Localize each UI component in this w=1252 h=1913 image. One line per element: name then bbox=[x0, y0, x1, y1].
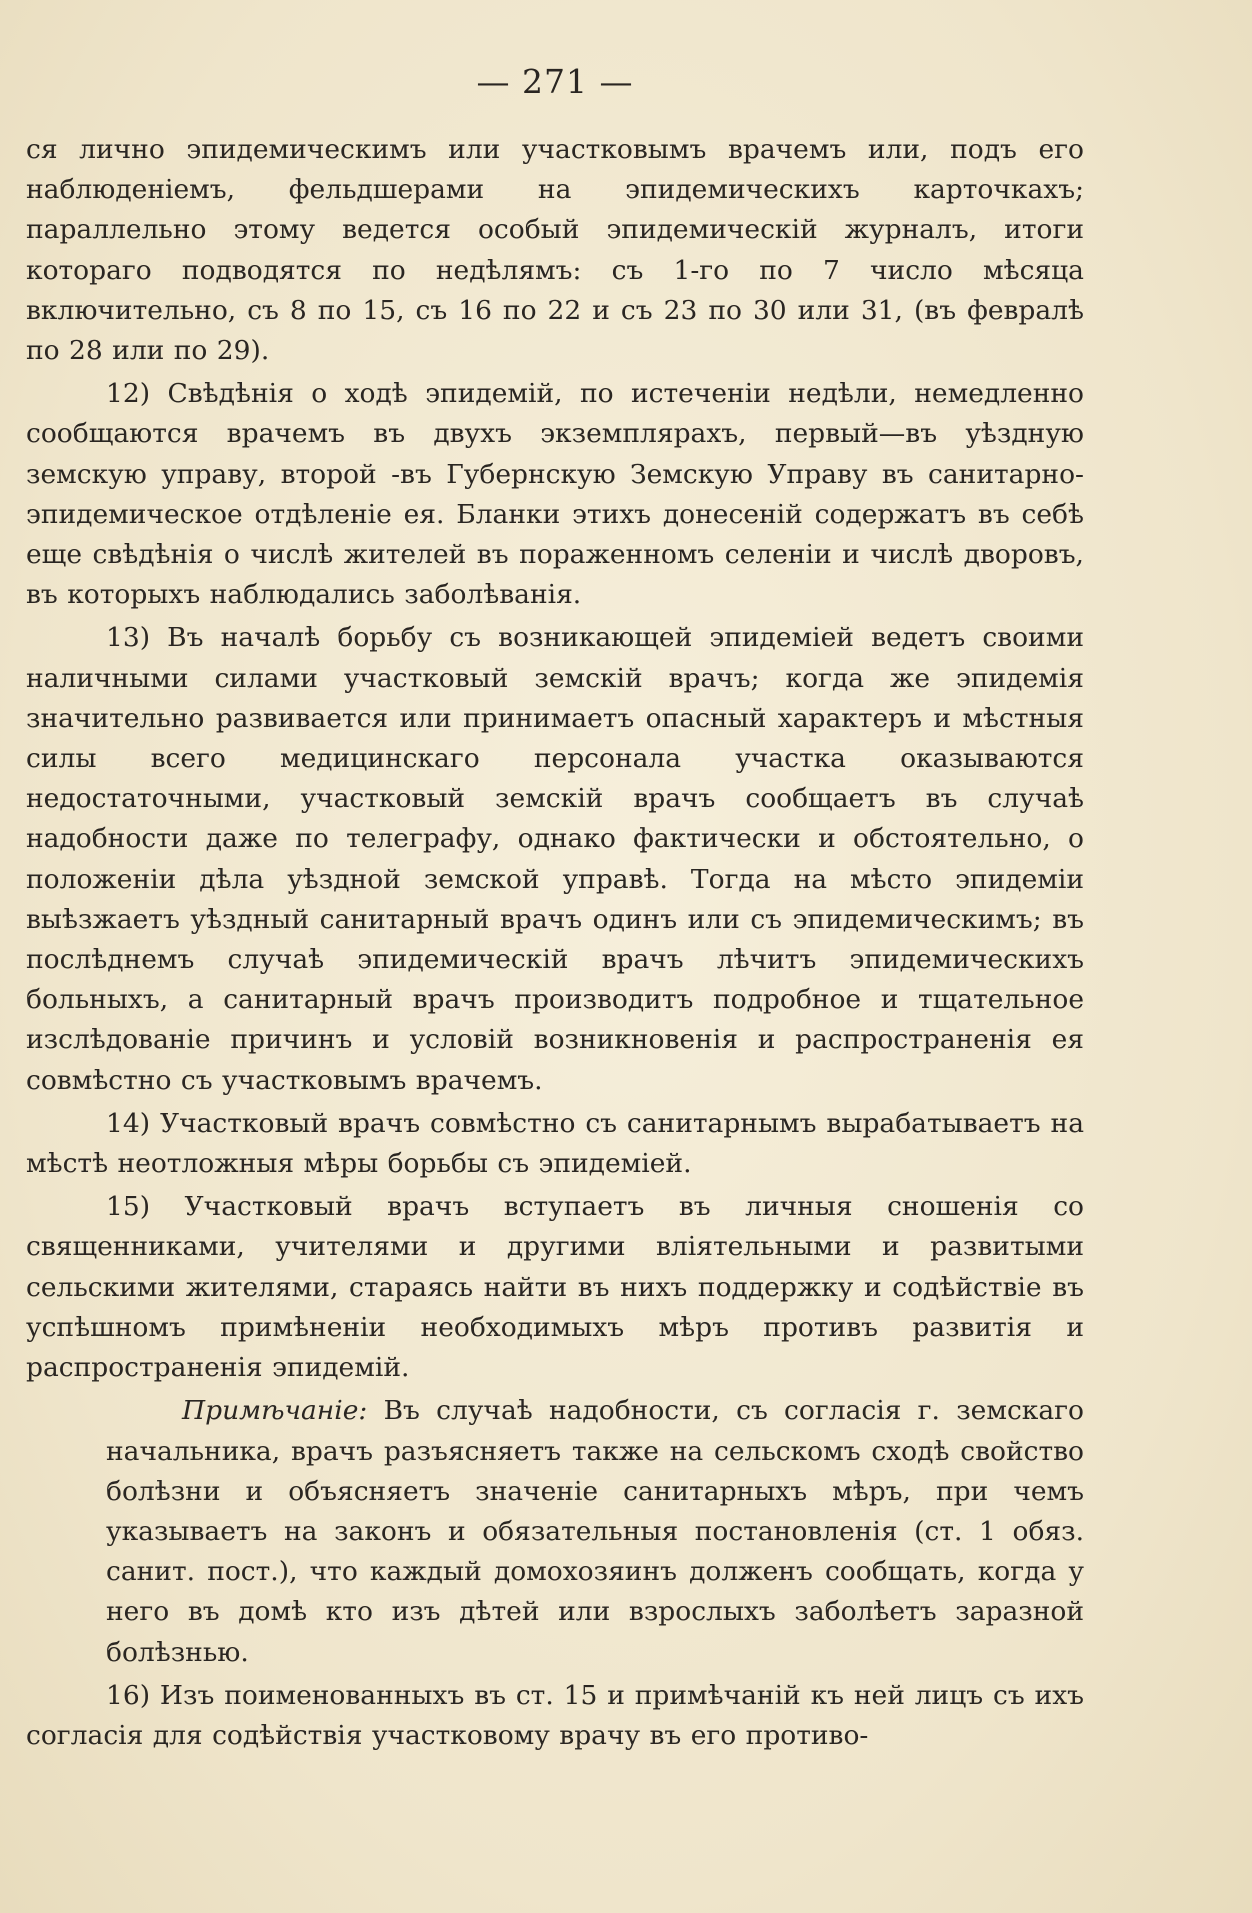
document-page bbox=[26, 62, 1084, 1759]
note-block bbox=[106, 1391, 1084, 1672]
paragraph-14: 14) Участковый врачъ совмѣстно съ санитарнымъ вырабатываетъ на мѣстѣ неотложныя мѣры борьбы съ эпидемiей. bbox=[26, 1107, 1084, 1180]
note-title: Примѣчанiе: bbox=[182, 1395, 368, 1427]
page-number: — 271 — bbox=[476, 62, 634, 101]
paragraph-16: 16) Изъ поименованныхъ въ ст. 15 и примѣчанiй къ ней лицъ съ ихъ согласiя для содѣйствiя участковому врачу въ его противо- bbox=[26, 1679, 1084, 1751]
paragraph-13: 13) Въ началѣ борьбу съ возникающей эпидемiей ведетъ своими наличными силами участковый земскiй врачъ; когда же эпидемiя значительно развивается или принимаетъ опасный характеръ и мѣстныя силы всего медицинскаго персонала участка оказываются недостаточными, участковый земскiй врачъ сообщаетъ въ случаѣ надобности даже по телеграфу, однако фактически и обстоятельно, о положенiи дѣла уѣздной земской управѣ. Тогда на мѣсто эпидемiи выѣзжаетъ уѣздный санитарный врачъ одинъ или съ эпидемическимъ; въ послѣднемъ случаѣ эпидемическiй врачъ лѣчитъ эпидемическихъ больныхъ, а санитарный врачъ производитъ подробное и тщательное изслѣдованiе причинъ и условiй возникновенiя и распространенiя ея совмѣстно съ участковымъ врачемъ. bbox=[26, 622, 1084, 1096]
paragraph-12: 12) Свѣдѣнiя о ходѣ эпидемiй, по истеченiи недѣли, немедленно сообщаются врачемъ въ двухъ экземплярахъ, первый—въ уѣздную земскую управу, второй -въ Губернскую Земскую Управу въ санитарно-эпидемическое отдѣленiе ея. Бланки этихъ донесенiй содержатъ въ себѣ еще свѣдѣнiя о числѣ жителей въ пораженномъ селенiи и числѣ дворовъ, въ которыхъ наблюдались заболѣванiя. bbox=[26, 378, 1084, 611]
paragraph-continued: ся лично эпидемическимъ или участковымъ врачемъ или, подъ его наблюденiемъ, фельдшерами на эпидемическихъ карточкахъ; параллельно этому ведется особый эпидемическiй журналъ, итоги котораго подводятся по недѣлямъ: съ 1-го по 7 число мѣсяца включительно, съ 8 по 15, съ 16 по 22 и съ 23 по 30 или 31, (въ февралѣ по 28 или по 29). bbox=[26, 134, 1084, 367]
note-paragraph bbox=[106, 1391, 1084, 1672]
note-text: Въ случаѣ надобности, съ согласiя г. земскаго начальника, врачъ разъясняетъ также на сельскомъ сходѣ свойство болѣзни и объясняетъ значенiе санитарныхъ мѣръ, при чемъ указываетъ на законъ и обязательныя постановленiя (ст. 1 обяз. санит. пост.), что каждый домохозяинъ долженъ сообщать, когда у него въ домѣ кто изъ дѣтей или взрослыхъ заболѣетъ заразной болѣзнью. bbox=[106, 1395, 1084, 1668]
paragraph-15: 15) Участковый врачъ вступаетъ въ личныя сношенiя со священниками, учителями и другими влiятельными и развитыми сельскими жителями, стараясь найти въ нихъ поддержку и содѣйствiе въ успѣшномъ примѣненiи необходимыхъ мѣръ противъ развитiя и распространенiя эпидемiй. bbox=[26, 1191, 1084, 1384]
